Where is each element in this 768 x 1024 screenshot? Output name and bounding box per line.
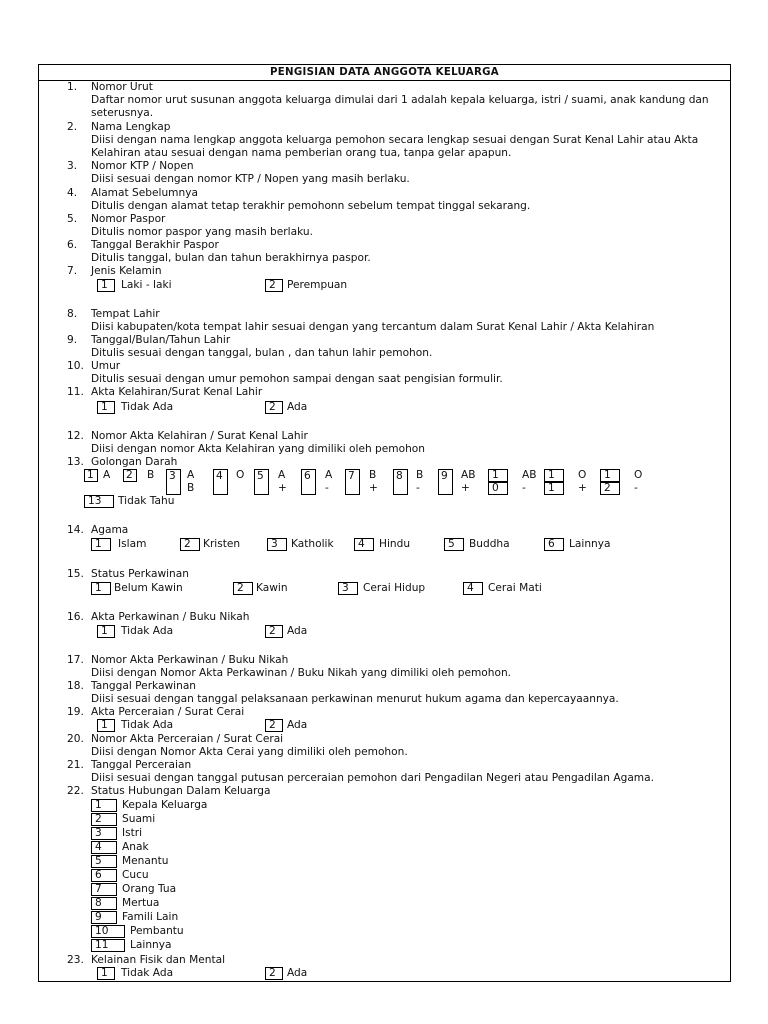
blood-code-box[interactable]: 1 (544, 482, 564, 495)
option-code-box[interactable]: 2 (265, 719, 283, 732)
marital-code-box[interactable]: 3 (338, 582, 358, 595)
option-code-box[interactable]: 1 (97, 625, 115, 638)
item-description: Diisi dengan nama lengkap anggota keluarga pemohon secara lengkap sesuai dengan Surat Kenal Lahir atau Akta Kelahiran atau sesuai dengan nama pemberian orang tua, tanpa gelar apapun. (91, 134, 699, 159)
blood-type-label: B (416, 469, 424, 481)
item-heading: Status Perkawinan (91, 568, 189, 580)
item-description: Daftar nomor urut susunan anggota keluarga dimulai dari 1 adalah kepala keluarga, istri / suami, anak kandung dan seterusnya. (91, 94, 709, 119)
relationship-label: Pembantu (130, 925, 184, 937)
blood-type-label: + (578, 482, 587, 494)
item-heading: Nomor Urut (91, 81, 153, 93)
item-heading: Nomor Paspor (91, 213, 166, 225)
blood-type-label: A (187, 469, 195, 481)
item-number: 13. (67, 456, 84, 468)
religion-code-box[interactable]: 2 (180, 538, 200, 551)
blood-type-label: + (278, 482, 287, 494)
item-heading: Akta Perkawinan / Buku Nikah (91, 611, 250, 623)
item-description: Ditulis dengan alamat tetap terakhir pemohonn sebelum tempat tinggal sekarang. (91, 200, 531, 212)
item-number: 1. (67, 81, 78, 93)
blood-type-label: - (522, 482, 526, 494)
marital-label: Cerai Hidup (363, 582, 426, 594)
religion-label: Lainnya (569, 538, 611, 550)
item-description: Ditulis tanggal, bulan dan tahun berakhirnya paspor. (91, 252, 371, 264)
option-code-box[interactable]: 2 (265, 401, 283, 414)
relationship-code-box[interactable]: 11 (91, 939, 125, 952)
item-heading: Nama Lengkap (91, 121, 171, 133)
item-description: Diisi kabupaten/kota tempat lahir sesuai dengan yang tercantum dalam Surat Kenal Lahir / Akta Kelahiran (91, 321, 655, 333)
item-number: 15. (67, 568, 84, 580)
item-description: Ditulis sesuai dengan umur pemohon sampai dengan saat pengisian formulir. (91, 373, 503, 385)
form-title: PENGISIAN DATA ANGGOTA KELUARGA (39, 65, 730, 81)
option-label: Tidak Ada (121, 719, 174, 731)
blood-type-label: A (103, 469, 111, 481)
item-heading: Golongan Darah (91, 456, 178, 468)
item-number: 9. (67, 334, 78, 346)
blood-type-label: O (578, 469, 587, 481)
blood-type-label: Tidak Tahu (118, 495, 175, 507)
option-code-box[interactable]: 2 (265, 625, 283, 638)
religion-code-box[interactable]: 4 (354, 538, 374, 551)
blood-type-label: AB (522, 469, 537, 481)
item-number: 2. (67, 121, 78, 133)
blood-code-box[interactable]: 2 (123, 469, 137, 482)
relationship-code-box[interactable]: 9 (91, 911, 117, 924)
item-number: 12. (67, 430, 84, 442)
relationship-label: Menantu (122, 855, 169, 867)
relationship-label: Orang Tua (122, 883, 177, 895)
item-number: 22. (67, 785, 84, 797)
blood-type-label: A (278, 469, 286, 481)
option-label: Ada (287, 625, 308, 637)
blood-code-box[interactable]: 8 (393, 469, 408, 495)
blood-type-label: O (236, 469, 245, 481)
blood-code-box[interactable]: 2 (600, 482, 620, 495)
marital-code-box[interactable]: 1 (91, 582, 111, 595)
item-heading: Nomor KTP / Nopen (91, 160, 194, 172)
item-heading: Tempat Lahir (91, 308, 160, 320)
option-label: Ada (287, 967, 308, 979)
item-number: 6. (67, 239, 78, 251)
item-description: Ditulis nomor paspor yang masih berlaku. (91, 226, 313, 238)
religion-code-box[interactable]: 5 (444, 538, 464, 551)
option-code-box[interactable]: 1 (97, 401, 115, 414)
item-number: 21. (67, 759, 84, 771)
religion-label: Katholik (291, 538, 334, 550)
religion-code-box[interactable]: 6 (544, 538, 564, 551)
blood-type-label: - (416, 482, 420, 494)
option-label: Tidak Ada (121, 625, 174, 637)
blood-code-box[interactable]: 6 (301, 469, 316, 495)
item-heading: Tanggal/Bulan/Tahun Lahir (91, 334, 231, 346)
item-heading: Akta Kelahiran/Surat Kenal Lahir (91, 386, 263, 398)
religion-label: Buddha (469, 538, 510, 550)
blood-code-box[interactable]: 1 (600, 469, 620, 482)
blood-code-box[interactable]: 4 (213, 469, 228, 495)
relationship-code-box[interactable]: 7 (91, 883, 117, 896)
relationship-code-box[interactable]: 5 (91, 855, 117, 868)
option-label: Tidak Ada (121, 401, 174, 413)
item-heading: Tanggal Berakhir Paspor (91, 239, 219, 251)
religion-code-box[interactable]: 3 (267, 538, 287, 551)
blood-type-label: - (325, 482, 329, 494)
relationship-label: Mertua (122, 897, 160, 909)
blood-code-box[interactable]: 3 (166, 469, 181, 495)
blood-code-box[interactable]: 7 (345, 469, 360, 495)
blood-type-label: + (461, 482, 470, 494)
blood-type-label: B (187, 482, 195, 494)
item-description: Diisi sesuai dengan tanggal putusan perceraian pemohon dari Pengadilan Negeri atau Pengadilan Agama. (91, 772, 654, 784)
blood-type-label: AB (461, 469, 476, 481)
option-code-box[interactable]: 1 (97, 719, 115, 732)
item-heading: Kelainan Fisik dan Mental (91, 954, 226, 966)
relationship-label: Cucu (122, 869, 149, 881)
option-label: Laki - laki (121, 279, 172, 291)
item-description: Diisi dengan nomor Akta Kelahiran yang dimiliki oleh pemohon (91, 443, 426, 455)
item-number: 7. (67, 265, 78, 277)
item-heading: Tanggal Perceraian (91, 759, 192, 771)
relationship-label: Kepala Keluarga (122, 799, 208, 811)
option-code-box[interactable]: 1 (97, 279, 115, 292)
marital-label: Belum Kawin (114, 582, 183, 594)
item-heading: Nomor Akta Perceraian / Surat Cerai (91, 733, 284, 745)
item-number: 17. (67, 654, 84, 666)
religion-label: Hindu (379, 538, 411, 550)
marital-label: Kawin (256, 582, 288, 594)
relationship-code-box[interactable]: 8 (91, 897, 117, 910)
relationship-label: Famili Lain (122, 911, 179, 923)
marital-code-box[interactable]: 2 (233, 582, 253, 595)
religion-label: Kristen (203, 538, 241, 550)
item-description: Diisi dengan Nomor Akta Perkawinan / Buku Nikah yang dimiliki oleh pemohon. (91, 667, 512, 679)
option-code-box[interactable]: 1 (97, 967, 115, 980)
relationship-label: Istri (122, 827, 143, 839)
item-heading: Alamat Sebelumnya (91, 187, 198, 199)
blood-code-box[interactable]: 1 (84, 469, 98, 482)
item-heading: Nomor Akta Perkawinan / Buku Nikah (91, 654, 289, 666)
item-number: 4. (67, 187, 78, 199)
item-description: Diisi sesuai dengan nomor KTP / Nopen yang masih berlaku. (91, 173, 410, 185)
marital-code-box[interactable]: 4 (463, 582, 483, 595)
item-description: Ditulis sesuai dengan tanggal, bulan , dan tahun lahir pemohon. (91, 347, 433, 359)
item-heading: Status Hubungan Dalam Keluarga (91, 785, 271, 797)
blood-code-box[interactable]: 0 (488, 482, 508, 495)
relationship-code-box[interactable]: 10 (91, 925, 125, 938)
blood-code-box[interactable]: 13 (84, 495, 114, 508)
blood-code-box[interactable]: 9 (438, 469, 453, 495)
religion-label: Islam (118, 538, 147, 550)
item-number: 20. (67, 733, 84, 745)
option-label: Ada (287, 401, 308, 413)
option-code-box[interactable]: 2 (265, 279, 283, 292)
item-number: 19. (67, 706, 84, 718)
blood-type-label: B (369, 469, 377, 481)
blood-type-label: A (325, 469, 333, 481)
relationship-label: Lainnya (130, 939, 172, 951)
relationship-code-box[interactable]: 1 (91, 799, 117, 812)
item-description: Diisi dengan Nomor Akta Cerai yang dimiliki oleh pemohon. (91, 746, 408, 758)
item-number: 16. (67, 611, 84, 623)
relationship-code-box[interactable]: 3 (91, 827, 117, 840)
form-frame (38, 64, 731, 982)
option-label: Tidak Ada (121, 967, 174, 979)
item-heading: Tanggal Perkawinan (91, 680, 197, 692)
relationship-code-box[interactable]: 4 (91, 841, 117, 854)
blood-code-box[interactable]: 5 (254, 469, 269, 495)
blood-type-label: O (634, 469, 643, 481)
relationship-label: Anak (122, 841, 149, 853)
option-label: Ada (287, 719, 308, 731)
item-number: 18. (67, 680, 84, 692)
relationship-code-box[interactable]: 6 (91, 869, 117, 882)
item-heading: Umur (91, 360, 121, 372)
item-heading: Jenis Kelamin (91, 265, 162, 277)
blood-type-label: B (147, 469, 155, 481)
item-number: 3. (67, 160, 78, 172)
blood-type-label: - (634, 482, 638, 494)
item-heading: Nomor Akta Kelahiran / Surat Kenal Lahir (91, 430, 308, 442)
item-number: 8. (67, 308, 78, 320)
item-number: 11. (67, 386, 84, 398)
relationship-code-box[interactable]: 2 (91, 813, 117, 826)
blood-type-label: + (369, 482, 378, 494)
blood-code-box[interactable]: 1 (488, 469, 508, 482)
option-code-box[interactable]: 2 (265, 967, 283, 980)
item-heading: Akta Perceraian / Surat Cerai (91, 706, 245, 718)
item-number: 10. (67, 360, 84, 372)
item-number: 23. (67, 954, 84, 966)
religion-code-box[interactable]: 1 (91, 538, 111, 551)
relationship-label: Suami (122, 813, 156, 825)
option-label: Perempuan (287, 279, 348, 291)
item-number: 5. (67, 213, 78, 225)
item-number: 14. (67, 524, 84, 536)
item-description: Diisi sesuai dengan tanggal pelaksanaan perkawinan menurut hukum agama dan kepercayaannya. (91, 693, 619, 705)
item-heading: Agama (91, 524, 129, 536)
marital-label: Cerai Mati (488, 582, 542, 594)
blood-code-box[interactable]: 1 (544, 469, 564, 482)
